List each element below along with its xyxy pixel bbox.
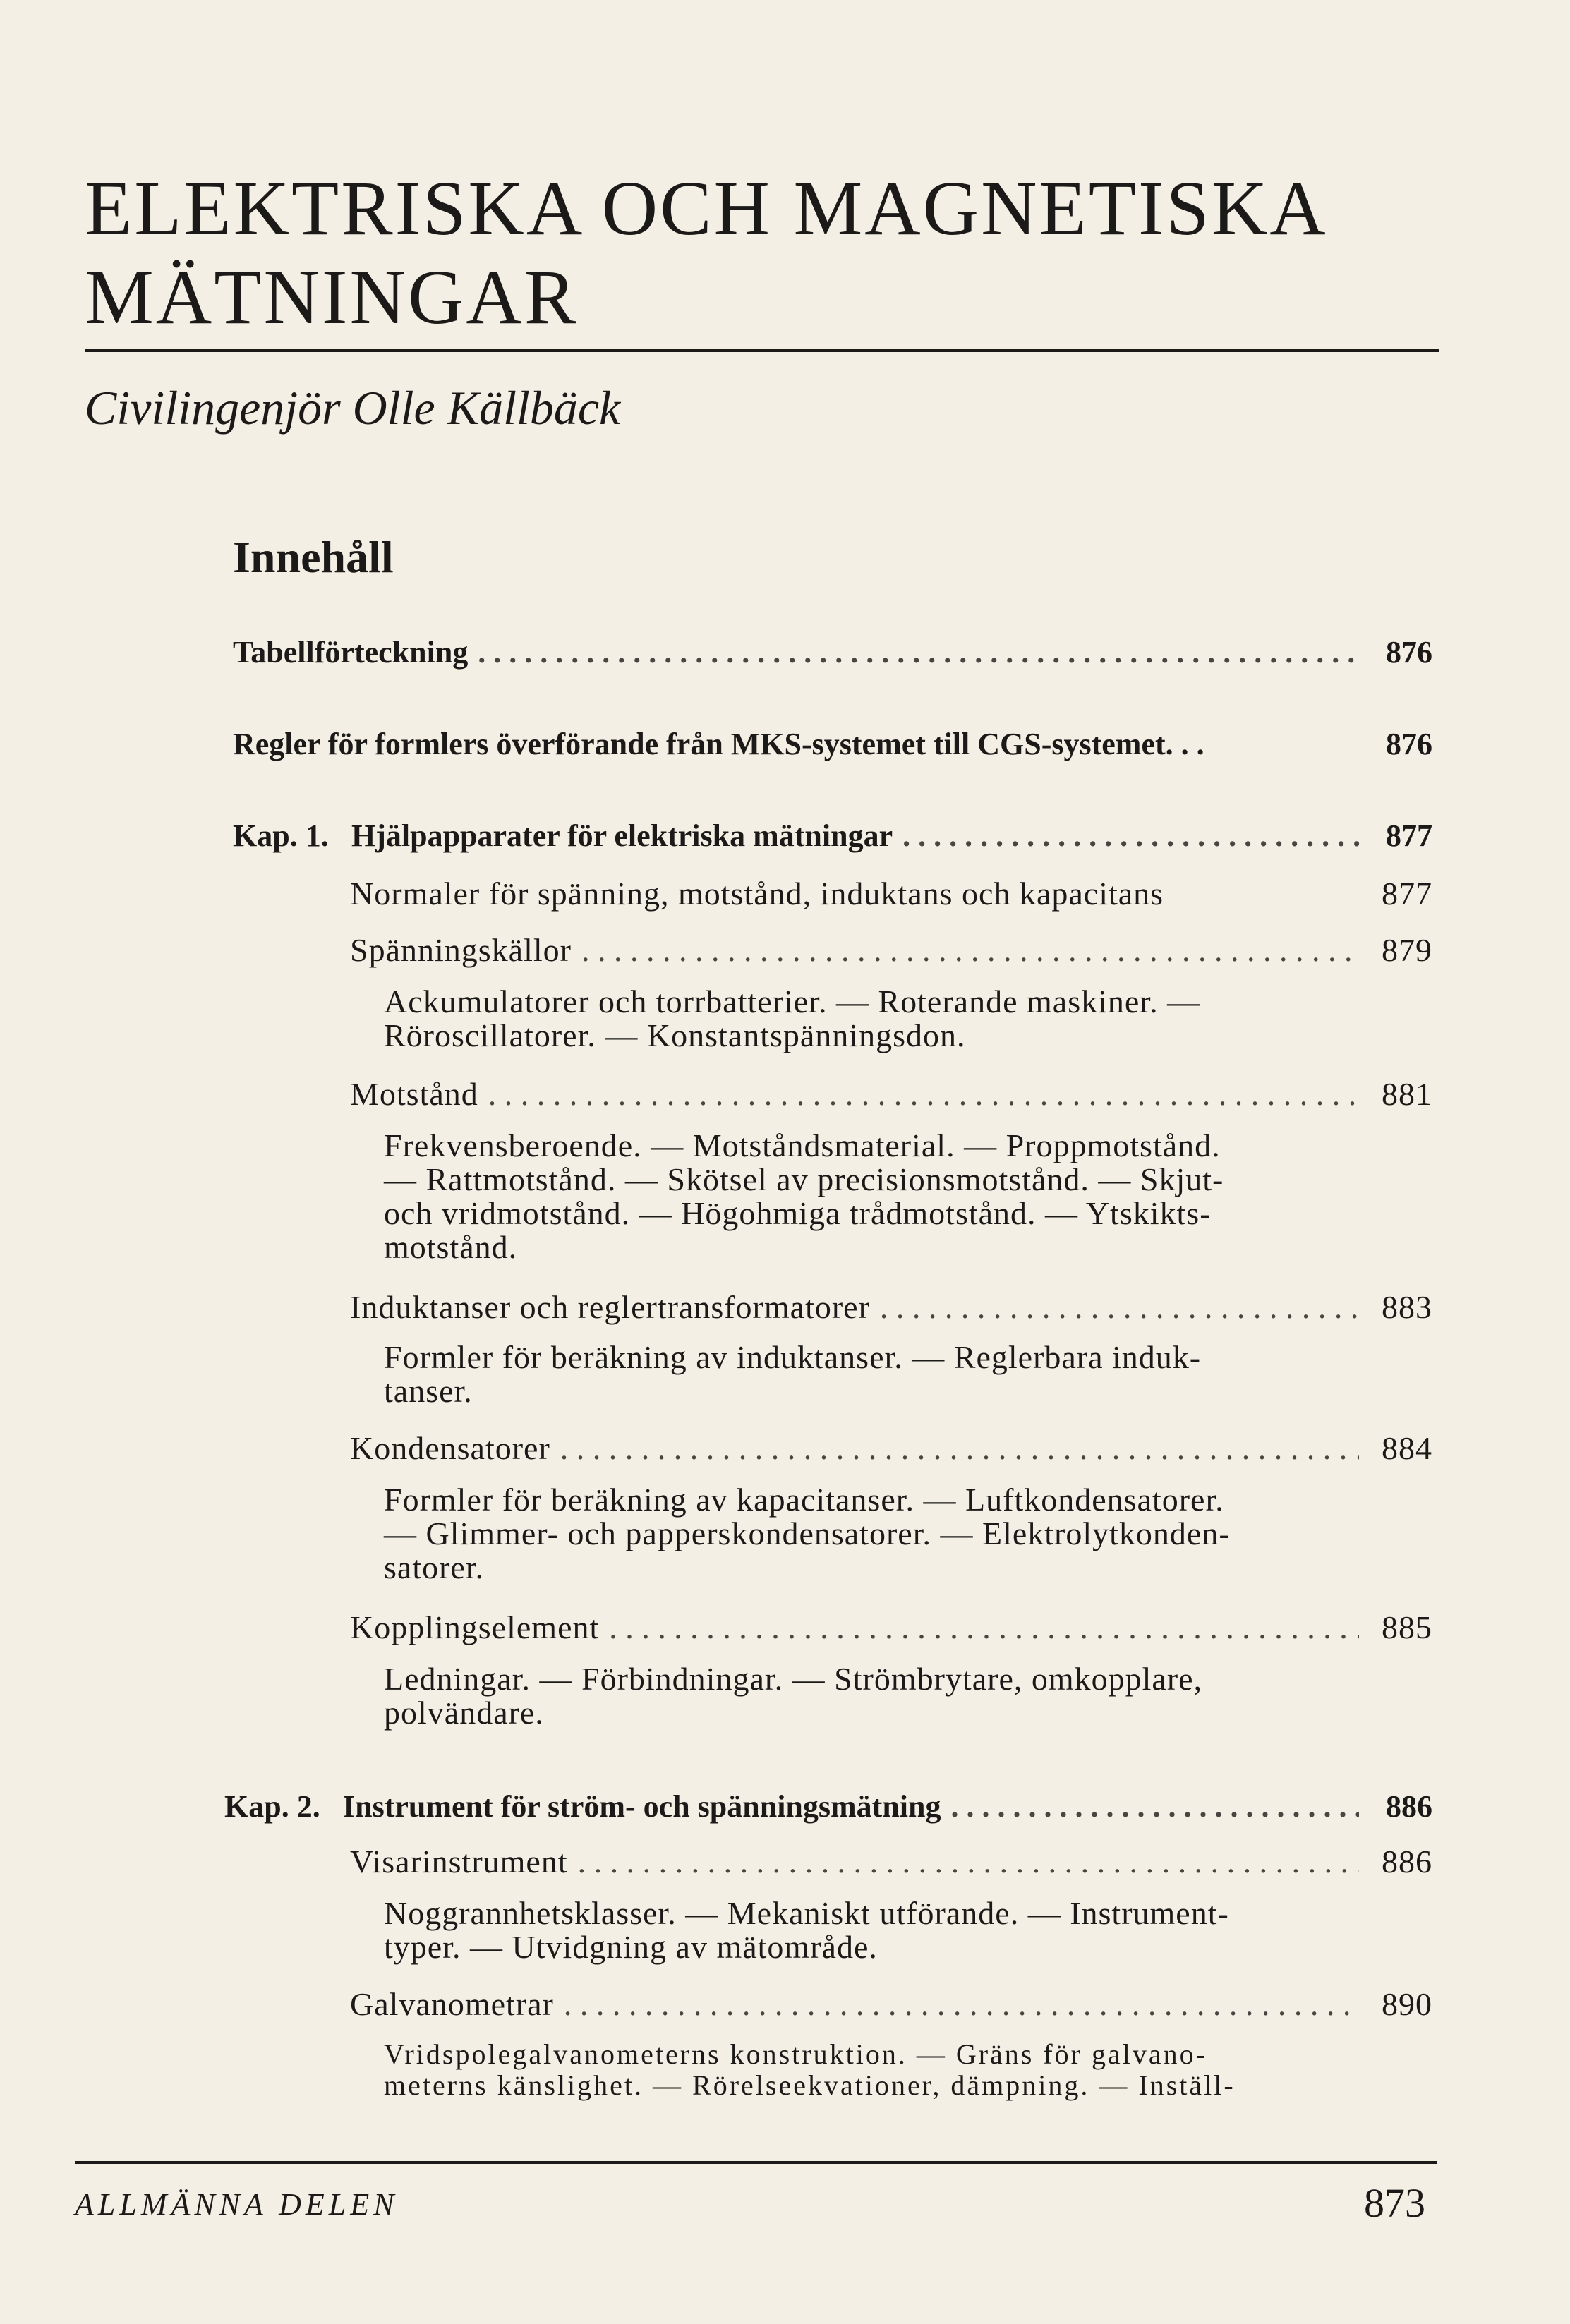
leader-dots — [560, 1429, 1359, 1467]
toc-section-motstand — [350, 1075, 1432, 1113]
chapter-number: Kap. 1. — [233, 818, 329, 853]
toc-section-description: Noggrannhetsklasser. — Mekaniskt utförande. — Instrument- typer. — Utvidgning av mätområde. — [384, 1895, 1229, 1965]
chapter-title-line-1: ELEKTRISKA OCH MAGNETISKA — [85, 165, 1328, 251]
toc-section-description: Frekvensberoende. — Motståndsmaterial. — Proppmotstånd. — Rattmotstånd. — Skötsel av precisionsmotstånd. — Skjut- och vridmotstånd. — Högohmiga trådmotstånd. — Ytskikts- motstånd. — [384, 1127, 1224, 1265]
toc-section-normaler — [350, 875, 1432, 913]
toc-section-kondensatorer — [350, 1429, 1432, 1467]
leader-dots — [488, 1075, 1359, 1113]
chapter-title — [85, 164, 1425, 341]
toc-entry-regler — [233, 725, 1432, 763]
toc-section-label: Motstånd — [350, 1076, 478, 1112]
leader-dots — [951, 1788, 1360, 1826]
toc-entry-tabellforteckning — [233, 634, 1432, 672]
toc-page-number: 886 — [1386, 1789, 1432, 1824]
running-footer-section: ALLMÄNNA DELEN — [75, 2187, 399, 2222]
leader-dots — [578, 1843, 1359, 1881]
toc-chapter-1 — [233, 817, 1432, 855]
toc-page-number: 890 — [1382, 1986, 1432, 2022]
toc-entry-label: Tabellförteckning — [233, 635, 469, 670]
toc-section-label: Induktanser och reglertransformatorer — [350, 1289, 870, 1325]
leader-dots — [880, 1288, 1359, 1326]
chapter-title-line-2: MÄTNINGAR — [85, 254, 579, 340]
toc-page-number: 883 — [1382, 1289, 1432, 1325]
toc-section-description: Ackumulatorer och torrbatterier. — Roterande maskiner. — Röroscillatorer. — Konstantspänningsdon. — [384, 984, 1201, 1053]
leader-dots — [564, 1985, 1359, 2023]
toc-section-spanningskallor — [350, 931, 1432, 969]
toc-page-number: 876 — [1386, 727, 1432, 761]
title-rule — [85, 349, 1439, 352]
chapter-label: Instrument för ström- och spänningsmätning — [343, 1789, 941, 1824]
toc-page-number: 877 — [1386, 818, 1432, 853]
chapter-number: Kap. 2. — [224, 1789, 320, 1824]
toc-entry-label: Regler för formlers överförande från MKS-systemet till CGS-systemet. . . — [233, 727, 1204, 761]
chapter-label: Hjälpapparater för elektriska mätningar — [351, 818, 893, 853]
page-number: 873 — [1364, 2180, 1425, 2226]
toc-section-label: Visarinstrument — [350, 1844, 568, 1880]
leader-dots — [478, 634, 1359, 672]
toc-section-description: Ledningar. — Förbindningar. — Strömbrytare, omkopplare, polvändare. — [384, 1661, 1203, 1731]
toc-page-number: 877 — [1382, 876, 1432, 912]
toc-section-kopplingselement — [350, 1609, 1432, 1647]
contents-heading: Innehåll — [233, 532, 394, 582]
author-name: Civilingenjör Olle Källbäck — [85, 381, 621, 435]
toc-section-label: Normaler för spänning, motstånd, induktans och kapacitans — [350, 876, 1164, 912]
toc-chapter-2 — [224, 1788, 1432, 1826]
toc-section-label: Kondensatorer — [350, 1430, 550, 1466]
toc-page-number: 881 — [1382, 1076, 1432, 1112]
toc-section-galvanometrar — [350, 1985, 1432, 2023]
footer-rule — [75, 2161, 1437, 2164]
toc-section-label: Kopplingselement — [350, 1609, 600, 1645]
toc-section-description: Vridspolegalvanometerns konstruktion. — Gräns för galvano- meterns känslighet. — Rörelseekvationer, dämpning. — Inställ- — [384, 2038, 1236, 2101]
toc-section-label: Spänningskällor — [350, 932, 572, 968]
leader-dots — [581, 931, 1359, 969]
toc-section-description: Formler för beräkning av kapacitanser. — Luftkondensatorer. — Glimmer- och papperskondensatorer. — Elektrolytkonden- satorer. — [384, 1482, 1231, 1585]
toc-page-number: 879 — [1382, 932, 1432, 968]
toc-section-label: Galvanometrar — [350, 1986, 554, 2022]
toc-page-number: 876 — [1386, 635, 1432, 670]
toc-page-number: 886 — [1382, 1844, 1432, 1880]
toc-section-description: Formler för beräkning av induktanser. — Reglerbara induk- tanser. — [384, 1339, 1202, 1409]
toc-page-number: 884 — [1382, 1430, 1432, 1466]
leader-dots — [609, 1609, 1359, 1647]
toc-section-induktanser — [350, 1288, 1432, 1326]
toc-section-visarinstrument — [350, 1843, 1432, 1881]
leader-dots — [902, 817, 1359, 855]
toc-page-number: 885 — [1382, 1609, 1432, 1645]
